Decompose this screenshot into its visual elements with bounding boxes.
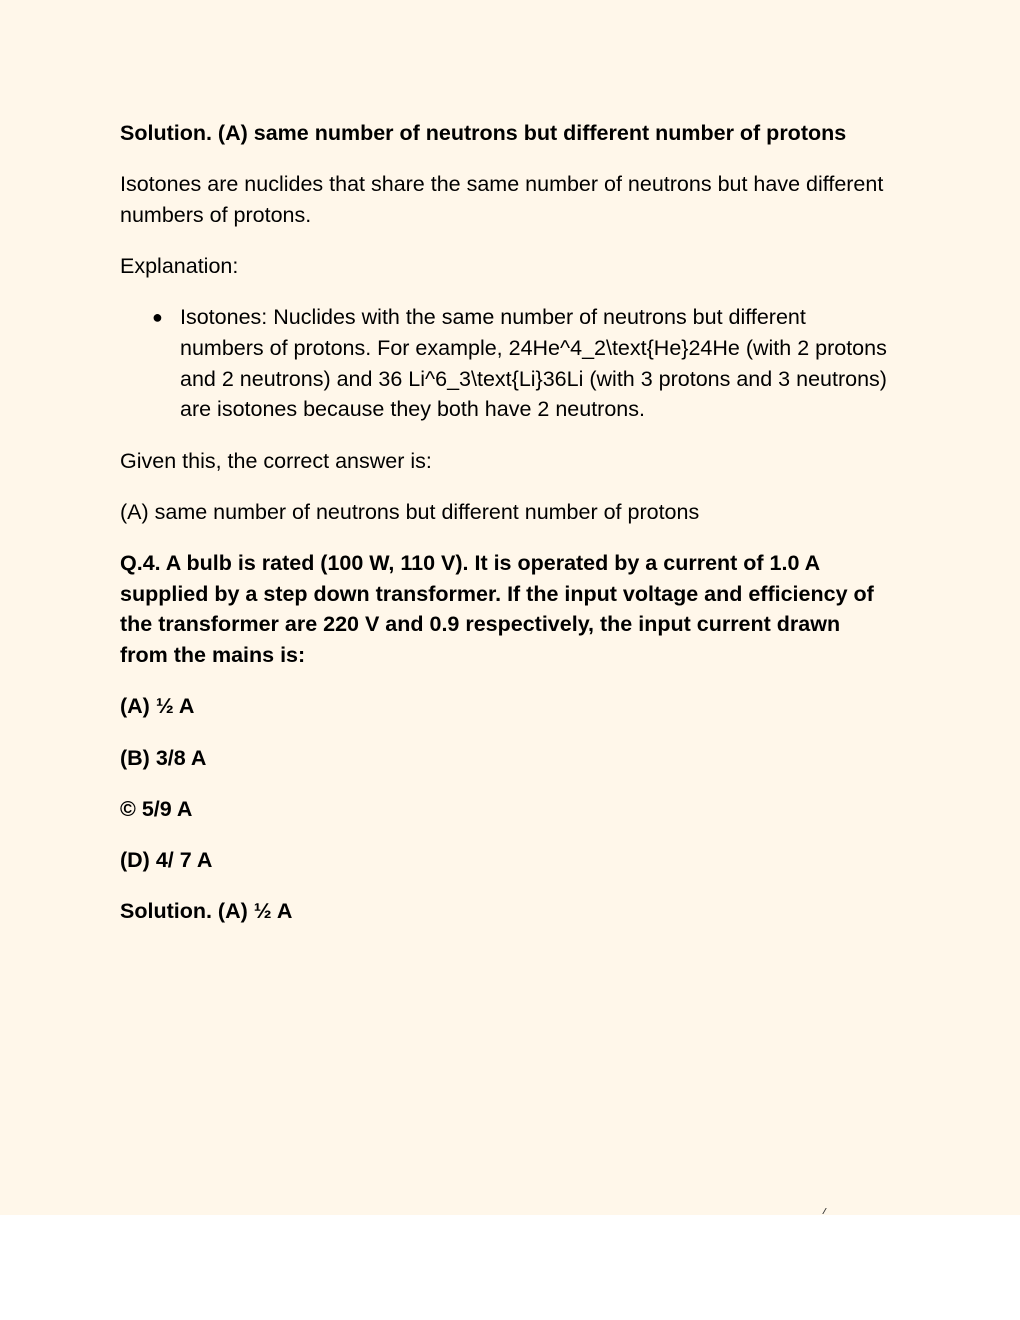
question-4-text: Q.4. A bulb is rated (100 W, 110 V). It is operated by a current of 1.0 A supplied by a step down transformer. If the input voltage and efficiency of the transformer are 220 V and 0.9 respectively, the input current drawn from the mains is: xyxy=(120,551,874,668)
list-item-text: Isotones: Nuclides with the same number of neutrons but different numbers of protons. For example, 24He^4_2\text{He}24He (with 2 protons and 2 neutrons) and 36 Li^6_3\text{Li}36Li (with 3 protons and 3 neutrons) are isotones because they both have 2 neutrons. xyxy=(180,305,887,422)
isotone-definition: Isotones are nuclides that share the same number of neutrons but have different numbers of protons. xyxy=(120,172,884,227)
option-d: (D) 4/ 7 A xyxy=(120,847,213,872)
option-c: © 5/9 A xyxy=(120,796,193,821)
given-text: Given this, the correct answer is: xyxy=(120,448,432,473)
correct-answer: (A) same number of neutrons but different number of protons xyxy=(120,499,700,524)
explanation-list xyxy=(120,302,890,425)
list-item xyxy=(120,302,890,425)
option-a: (A) ½ A xyxy=(120,694,195,719)
question-4-solution: Solution. (A) ½ A xyxy=(120,899,293,924)
option-b: (B) 3/8 A xyxy=(120,745,207,770)
stray-mark xyxy=(822,1208,830,1214)
document-content xyxy=(120,118,890,947)
solution-heading: Solution. (A) same number of neutrons but different number of protons xyxy=(120,121,847,145)
bullet-icon: ● xyxy=(152,307,163,328)
explanation-label: Explanation: xyxy=(120,254,239,279)
